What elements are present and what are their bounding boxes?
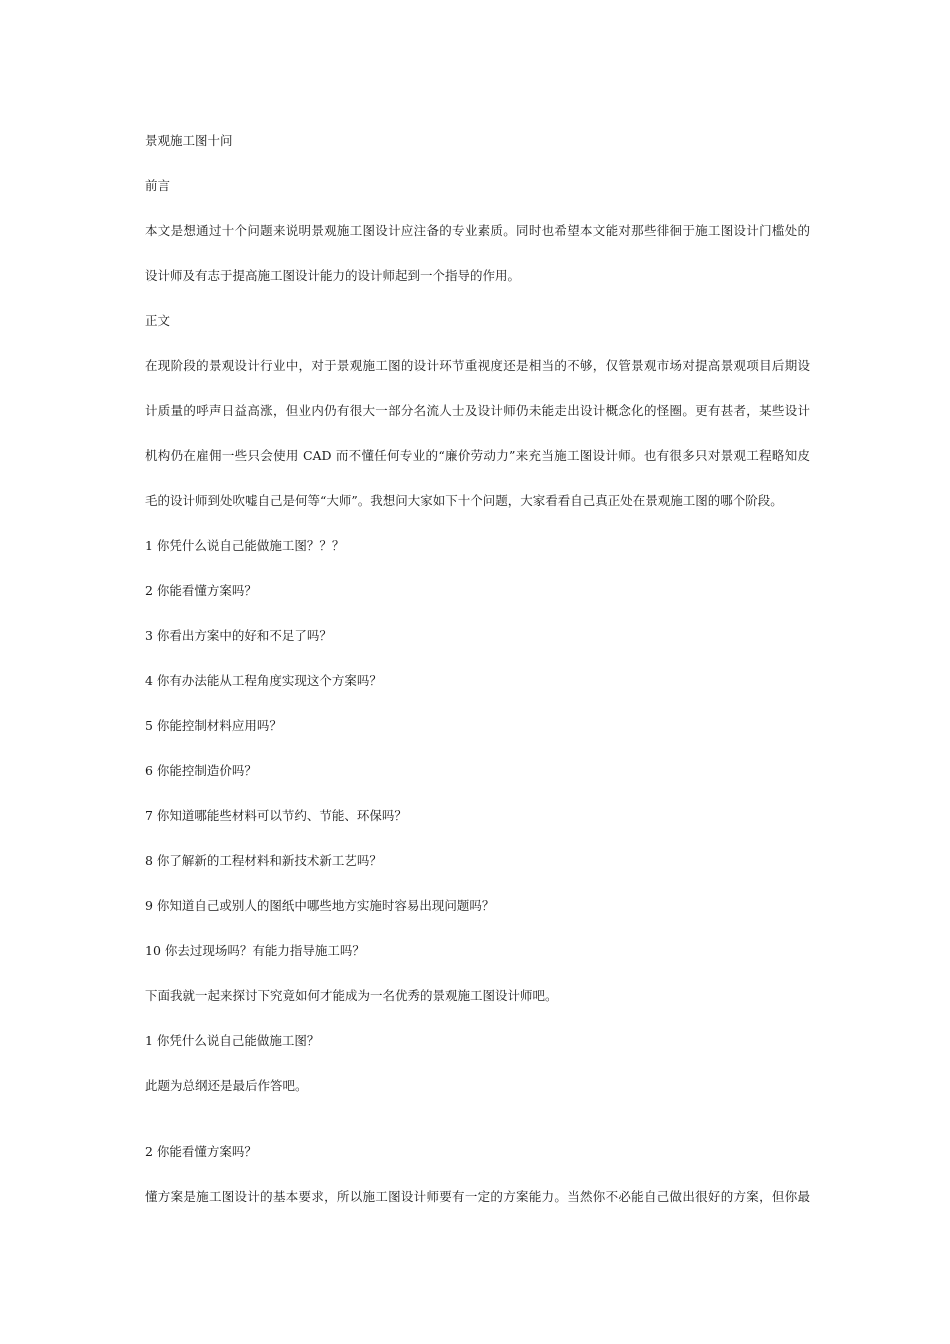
question-item: 5 你能控制材料应用吗？ <box>145 718 282 733</box>
question-item: 9 你知道自己或别人的图纸中哪些地方实施时容易出现问题吗？ <box>145 898 495 913</box>
section-heading: 1 你凭什么说自己能做施工图？ <box>145 1033 320 1048</box>
section-heading: 2 你能看懂方案吗？ <box>145 1144 257 1159</box>
question-item: 8 你了解新的工程材料和新技术新工艺吗？ <box>145 853 382 868</box>
document-title: 景观施工图十问 <box>145 133 233 148</box>
body-paragraph-line: 毛的设计师到处吹嘘自己是何等“大师”。我想问大家如下十个问题，大家看看自己真正处在景观施工图的哪个阶段。 <box>145 493 783 508</box>
body-paragraph-line: 计质量的呼声日益高涨，但业内仍有很大一部分名流人士及设计师仍未能走出设计概念化的怪圈。更有甚者，某些设计 <box>145 403 810 418</box>
preface-heading: 前言 <box>145 178 171 193</box>
question-item: 3 你看出方案中的好和不足了吗？ <box>145 628 332 643</box>
preface-line: 设计师及有志于提高施工图设计能力的设计师起到一个指导的作用。 <box>145 268 521 283</box>
question-item: 10 你去过现场吗？有能力指导施工吗？ <box>145 943 365 958</box>
question-item: 1 你凭什么说自己能做施工图？？？ <box>145 538 345 553</box>
question-item: 7 你知道哪能些材料可以节约、节能、环保吗？ <box>145 808 407 823</box>
preface-line: 本文是想通过十个问题来说明景观施工图设计应注备的专业素质。同时也希望本文能对那些徘徊于施工图设计门槛处的 <box>145 223 810 238</box>
question-item: 6 你能控制造价吗？ <box>145 763 257 778</box>
transition-text: 下面我就一起来探讨下究竟如何才能成为一名优秀的景观施工图设计师吧。 <box>145 988 558 1003</box>
body-paragraph-line: 在现阶段的景观设计行业中，对于景观施工图的设计环节重视度还是相当的不够，仅管景观市场对提高景观项目后期设 <box>145 358 810 373</box>
section-answer: 懂方案是施工图设计的基本要求，所以施工图设计师要有一定的方案能力。当然你不必能自己做出很好的方案，但你最 <box>145 1189 810 1204</box>
body-heading: 正文 <box>145 313 171 328</box>
question-item: 4 你有办法能从工程角度实现这个方案吗？ <box>145 673 382 688</box>
section-answer: 此题为总纲还是最后作答吧。 <box>145 1078 308 1093</box>
body-paragraph-line: 机构仍在雇佣一些只会使用 CAD 而不懂任何专业的“廉价劳动力”来充当施工图设计师。也有很多只对景观工程略知皮 <box>145 448 810 463</box>
question-item: 2 你能看懂方案吗？ <box>145 583 257 598</box>
